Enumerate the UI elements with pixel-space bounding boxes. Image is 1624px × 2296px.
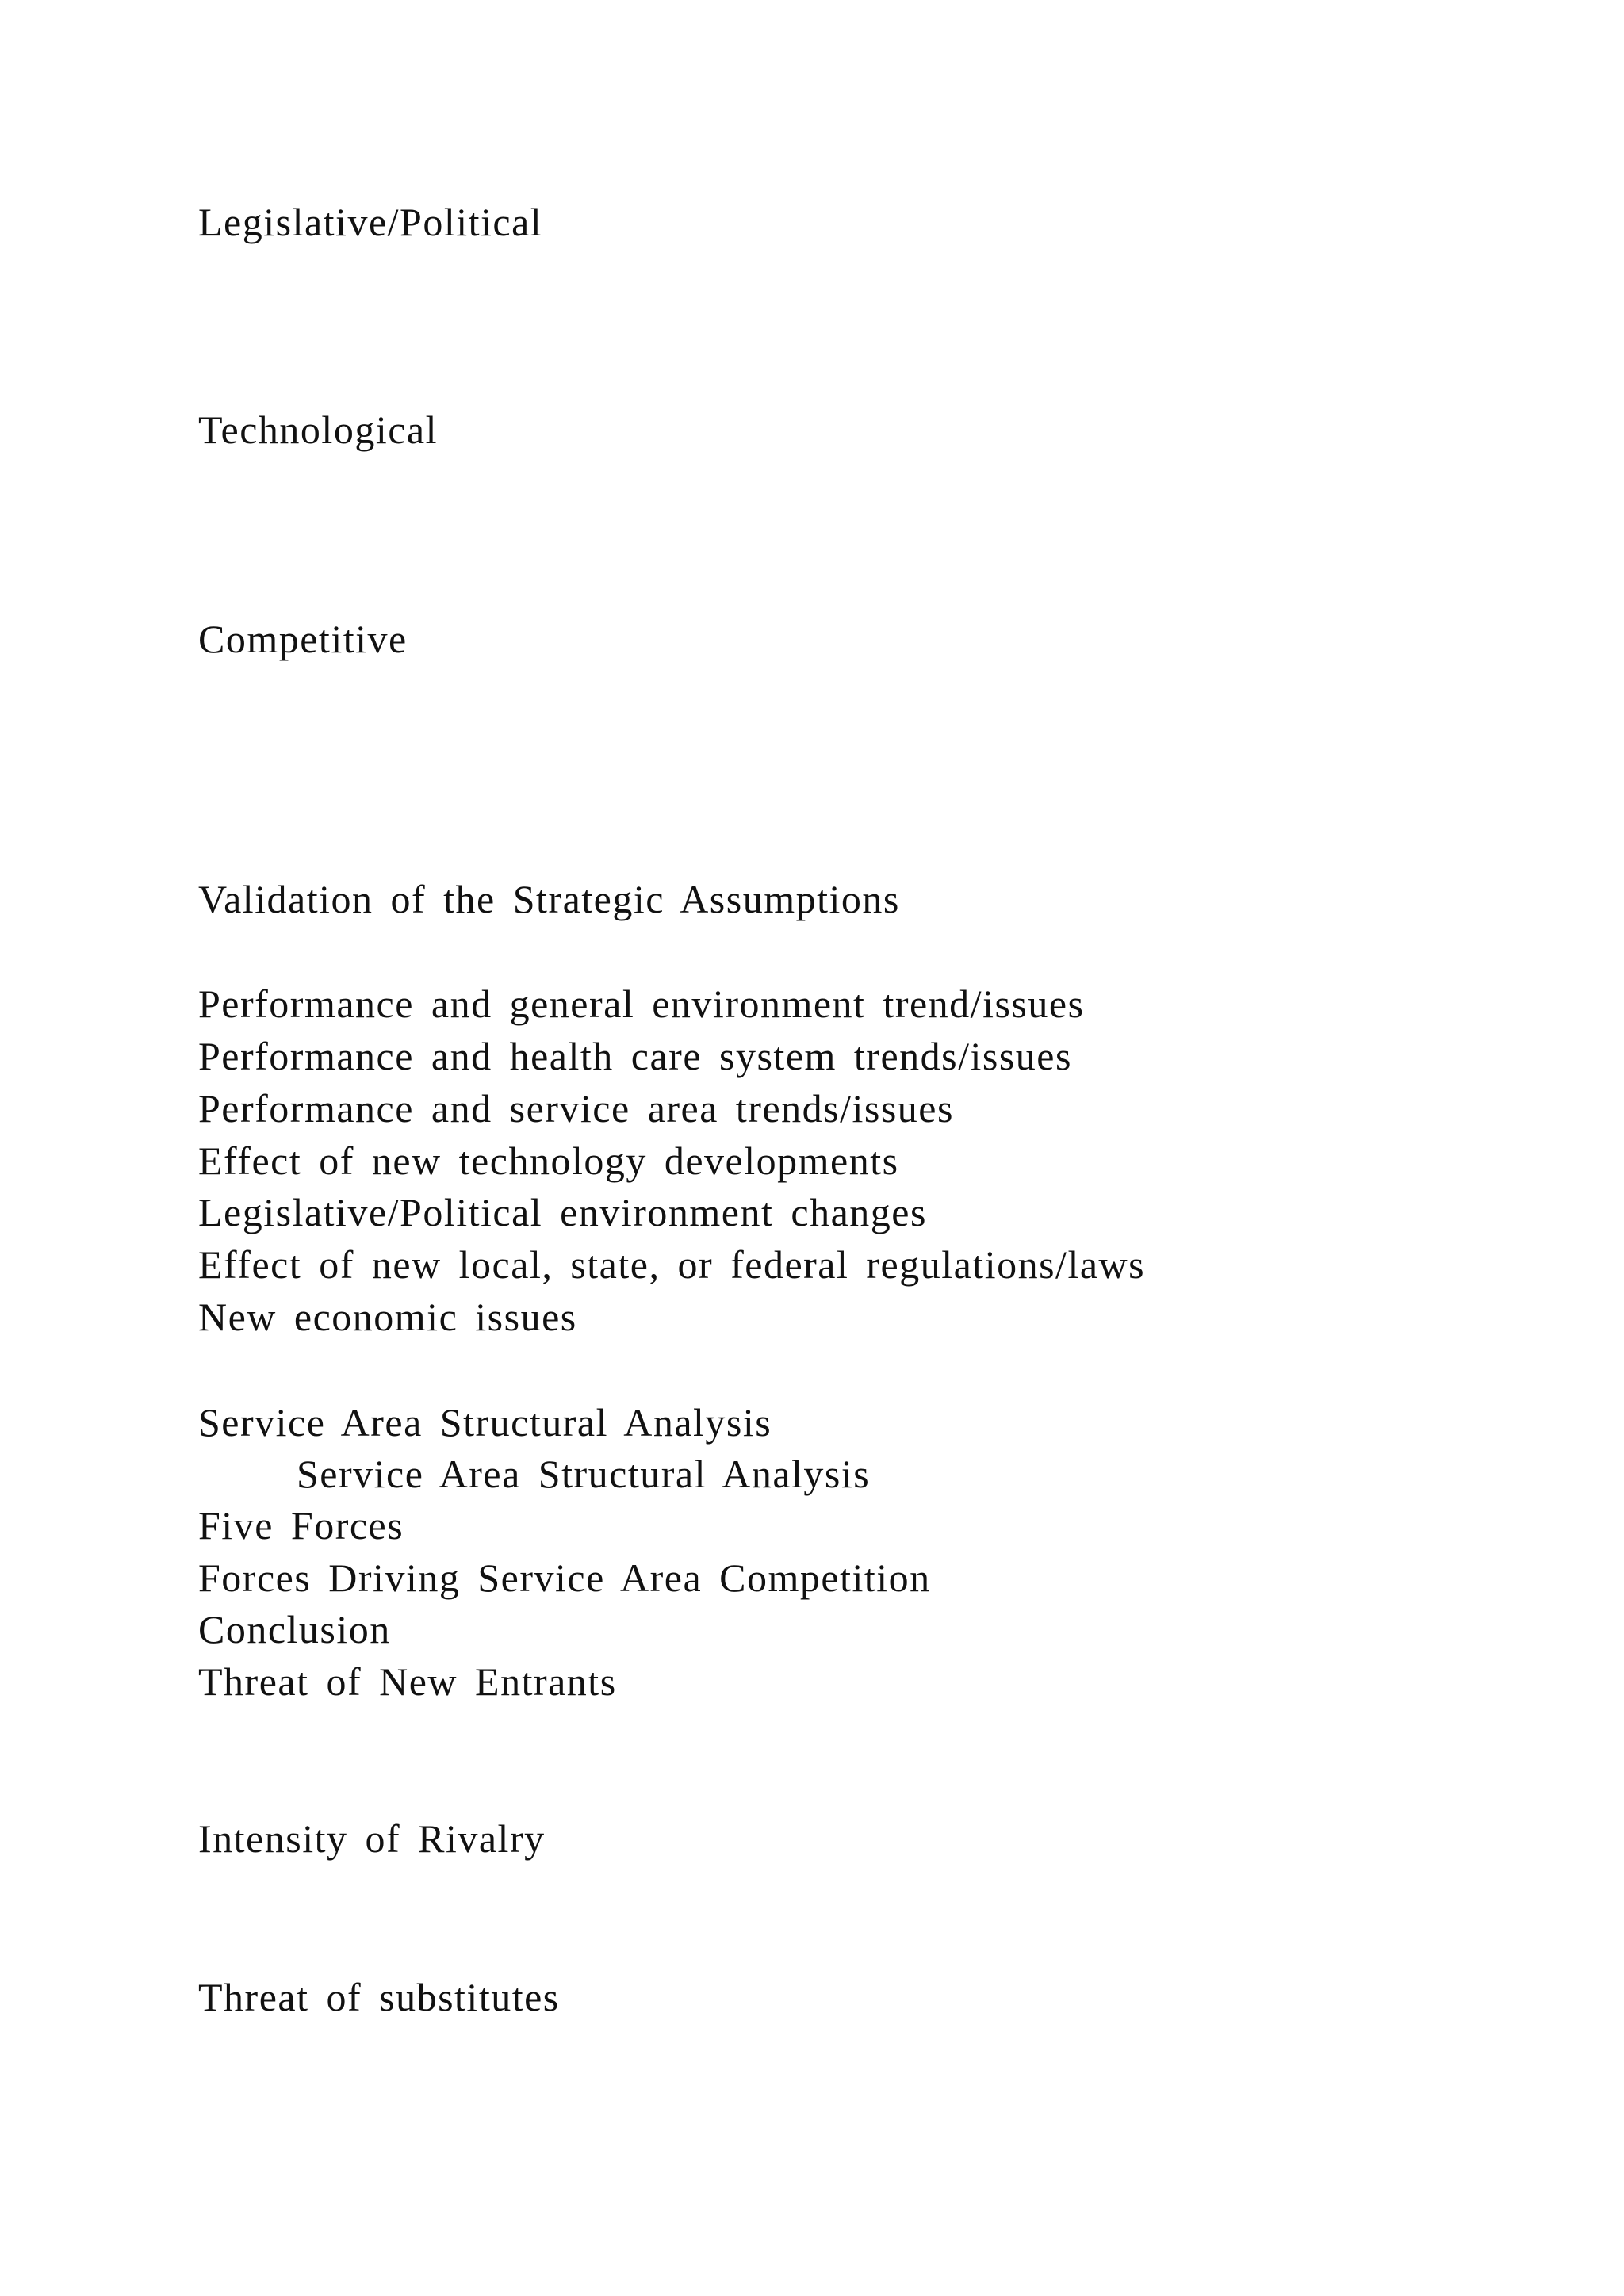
list-item-perf-general: Performance and general environment trend/issues: [198, 982, 1085, 1026]
list-item-legislative-changes: Legislative/Political environment changes: [198, 1190, 927, 1234]
heading-threat-substitutes: Threat of substitutes: [198, 1975, 560, 2019]
heading-validation: Validation of the Strategic Assumptions: [198, 877, 900, 921]
list-item-effect-tech: Effect of new technology developments: [198, 1138, 899, 1183]
list-item-forces-driving: Forces Driving Service Area Competition: [198, 1556, 931, 1600]
subheading-service-area: Service Area Structural Analysis: [297, 1452, 871, 1496]
heading-intensity-rivalry: Intensity of Rivalry: [198, 1816, 546, 1861]
list-item-threat-new-entrants: Threat of New Entrants: [198, 1659, 617, 1704]
list-item-perf-health: Performance and health care system trends/issues: [198, 1034, 1072, 1078]
heading-legislative-political: Legislative/Political: [198, 200, 543, 244]
heading-service-area: Service Area Structural Analysis: [198, 1400, 772, 1445]
heading-technological: Technological: [198, 408, 438, 452]
list-item-five-forces: Five Forces: [198, 1503, 404, 1548]
list-item-new-economic: New economic issues: [198, 1295, 577, 1339]
list-item-conclusion: Conclusion: [198, 1607, 391, 1651]
heading-competitive: Competitive: [198, 617, 408, 661]
list-item-effect-regulations: Effect of new local, state, or federal regulations/laws: [198, 1242, 1146, 1287]
list-item-perf-service: Performance and service area trends/issues: [198, 1086, 954, 1131]
